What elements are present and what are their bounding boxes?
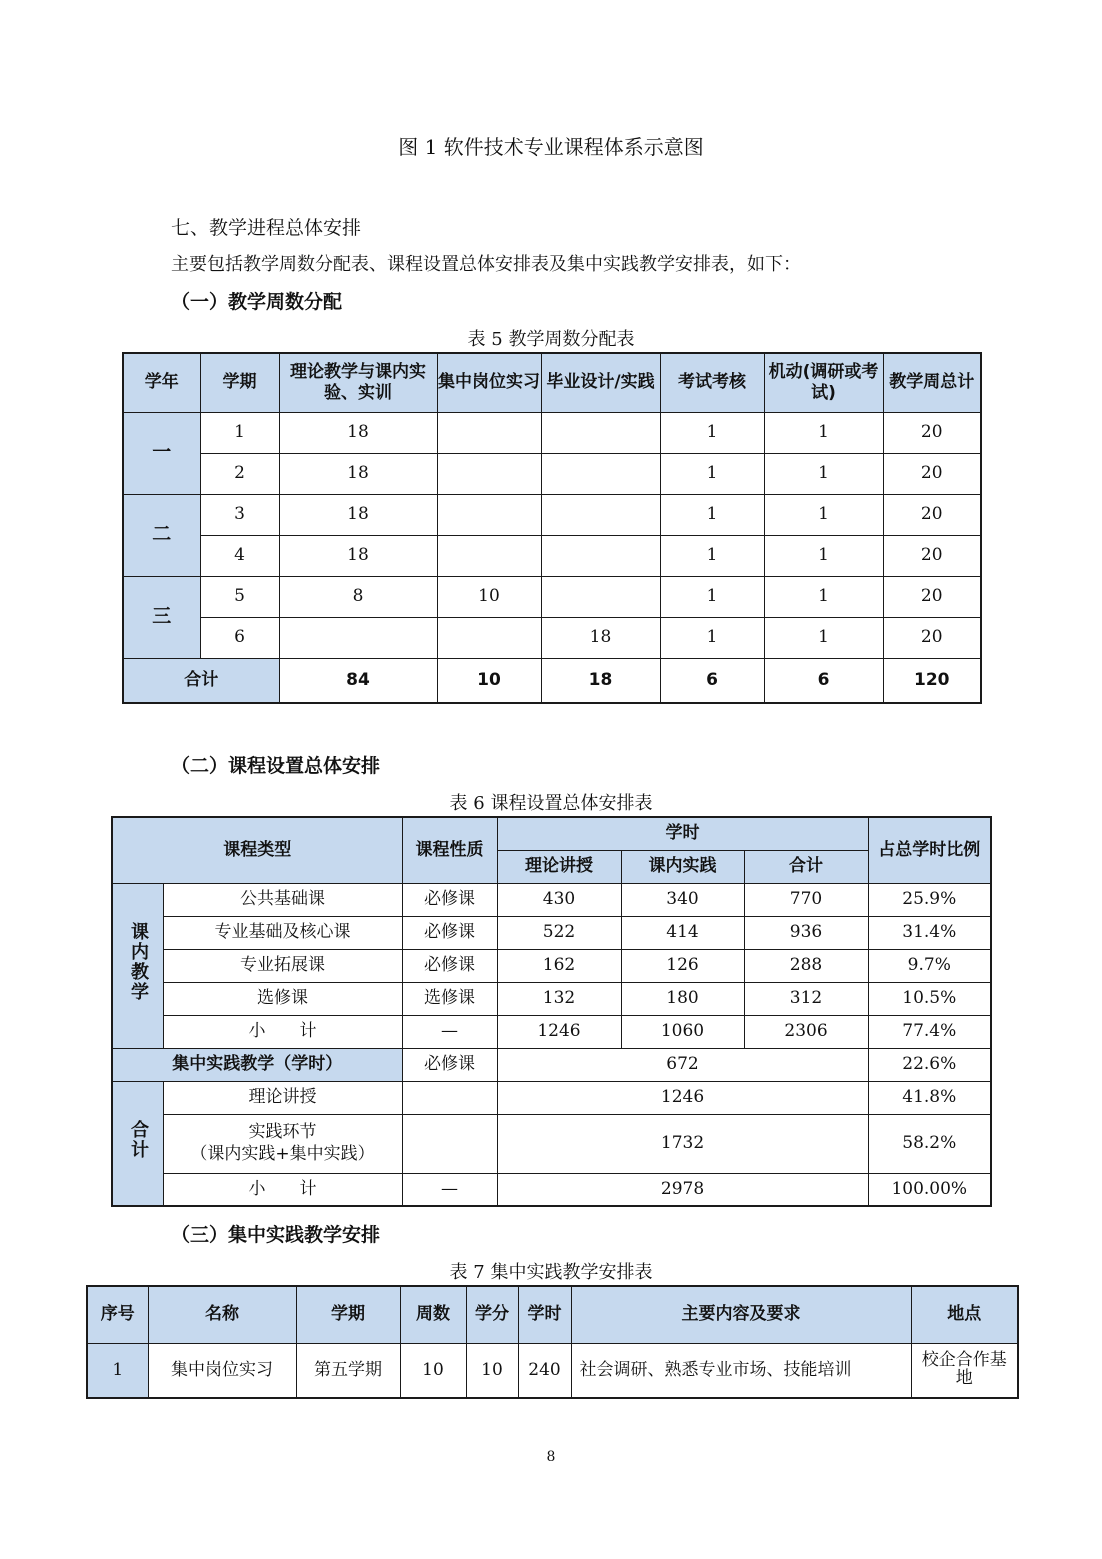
figure-caption: 图 1 软件技术专业课程体系示意图 [398, 135, 704, 159]
total-label: 合计 [123, 658, 279, 703]
table-cell: 集中岗位实习 [148, 1343, 296, 1398]
table-cell: — [402, 1173, 497, 1206]
table-row [123, 576, 981, 617]
header-cell: 学时 [497, 817, 868, 850]
table-cell: 20 [883, 412, 981, 453]
group-label: 课内教学 [128, 922, 149, 1003]
table-cell: 1 [764, 494, 883, 535]
table-cell: 选修课 [402, 982, 497, 1015]
header-cell: 名称 [148, 1286, 296, 1343]
header-cell: 机动(调研或考试) [764, 353, 883, 412]
intro-paragraph: 主要包括教学周数分配表、课程设置总体安排表及集中实践教学安排表，如下： [171, 254, 801, 275]
teaching-weeks-table [122, 352, 982, 704]
table6-caption: 表 6 课程设置总体安排表 [449, 793, 653, 814]
table-cell: 5 [200, 576, 279, 617]
group-cell [112, 1081, 163, 1206]
concentrated-label: 集中实践教学（学时） [112, 1048, 402, 1081]
table-row [112, 1114, 991, 1173]
table-cell: 77.4% [868, 1015, 991, 1048]
header-cell: 学分 [466, 1286, 518, 1343]
table-row [112, 916, 991, 949]
section-heading: 七、教学进程总体安排 [171, 217, 362, 239]
table-cell [437, 412, 541, 453]
table-cell: 58.2% [868, 1114, 991, 1173]
table-cell: 校企合作基地 [911, 1343, 1018, 1398]
table-cell: 1732 [497, 1114, 868, 1173]
table-cell: 288 [744, 949, 868, 982]
table-row [87, 1343, 1018, 1398]
header-cell: 理论教学与课内实验、实训 [279, 353, 437, 412]
total-cell: 10 [437, 658, 541, 703]
group-label: 合计 [128, 1120, 149, 1161]
table-cell: 162 [497, 949, 621, 982]
table-cell: 1246 [497, 1081, 868, 1114]
table-cell: 20 [883, 576, 981, 617]
table-cell [402, 1114, 497, 1173]
table-cell: 18 [279, 494, 437, 535]
table-cell: 1 [660, 576, 764, 617]
table-cell: 专业基础及核心课 [163, 916, 402, 949]
table-cell: 2978 [497, 1173, 868, 1206]
table-cell: 2306 [744, 1015, 868, 1048]
table-cell: 1 [660, 412, 764, 453]
table-row [123, 617, 981, 658]
table-cell: 公共基础课 [163, 883, 402, 916]
table5-caption: 表 5 教学周数分配表 [467, 329, 635, 350]
table-row [112, 949, 991, 982]
year-cell: 二 [123, 494, 200, 576]
table-row [112, 1081, 991, 1114]
table-cell [437, 453, 541, 494]
table-cell: 414 [621, 916, 744, 949]
total-cell: 84 [279, 658, 437, 703]
table-cell: 1 [660, 494, 764, 535]
concentrated-practice-row [112, 1048, 991, 1081]
header-cell: 序号 [87, 1286, 148, 1343]
header-cell: 课内实践 [621, 850, 744, 883]
header-cell: 毕业设计/实践 [541, 353, 660, 412]
table-cell: 770 [744, 883, 868, 916]
table-cell: 1 [764, 617, 883, 658]
table-cell: 1 [764, 412, 883, 453]
table-cell: 20 [883, 617, 981, 658]
table-row [112, 982, 991, 1015]
table-cell [541, 412, 660, 453]
table-cell: 132 [497, 982, 621, 1015]
table-cell [541, 494, 660, 535]
table-cell: 18 [541, 617, 660, 658]
header-cell: 理论讲授 [497, 850, 621, 883]
table-row [123, 453, 981, 494]
table-cell [402, 1081, 497, 1114]
total-cell: 6 [660, 658, 764, 703]
header-cell: 学期 [296, 1286, 400, 1343]
table-cell: 必修课 [402, 949, 497, 982]
table-cell: 10.5% [868, 982, 991, 1015]
table7-caption: 表 7 集中实践教学安排表 [449, 1262, 653, 1283]
header-cell: 集中岗位实习 [437, 353, 541, 412]
year-cell: 三 [123, 576, 200, 658]
table-cell: 1 [660, 453, 764, 494]
table-cell: 18 [279, 453, 437, 494]
table-cell: 10 [400, 1343, 466, 1398]
header-cell: 课程类型 [112, 817, 402, 883]
table-row [123, 494, 981, 535]
table-cell: 522 [497, 916, 621, 949]
table-cell: — [402, 1015, 497, 1048]
header-cell: 学期 [200, 353, 279, 412]
part3-heading: （三）集中实践教学安排 [171, 1224, 381, 1246]
total-cell: 18 [541, 658, 660, 703]
table-cell: 31.4% [868, 916, 991, 949]
table-cell: 1246 [497, 1015, 621, 1048]
table-cell: 22.6% [868, 1048, 991, 1081]
table-cell: 小 计 [163, 1015, 402, 1048]
table-cell: 18 [279, 535, 437, 576]
table-cell: 1060 [621, 1015, 744, 1048]
header-cell: 合计 [744, 850, 868, 883]
table-row [123, 535, 981, 576]
table-cell [541, 535, 660, 576]
header-cell: 课程性质 [402, 817, 497, 883]
table-cell: 1 [660, 535, 764, 576]
table-row [112, 1173, 991, 1206]
table-cell: 必修课 [402, 883, 497, 916]
table-cell: 20 [883, 494, 981, 535]
total-cell: 6 [764, 658, 883, 703]
subtotal-row [112, 1015, 991, 1048]
table-cell: 1 [764, 535, 883, 576]
table-header-row [123, 353, 981, 412]
table-cell: 180 [621, 982, 744, 1015]
table-cell: 必修课 [402, 916, 497, 949]
table-cell: 必修课 [402, 1048, 497, 1081]
header-cell: 周数 [400, 1286, 466, 1343]
table-row [112, 883, 991, 916]
table-cell [541, 453, 660, 494]
table-cell: 10 [437, 576, 541, 617]
table-cell: 4 [200, 535, 279, 576]
table-cell: 选修课 [163, 982, 402, 1015]
concentrated-practice-table [86, 1285, 1019, 1399]
header-cell: 主要内容及要求 [571, 1286, 911, 1343]
total-row [123, 658, 981, 703]
table-cell: 100.00% [868, 1173, 991, 1206]
table-cell: 126 [621, 949, 744, 982]
header-cell: 占总学时比例 [868, 817, 991, 883]
header-cell: 教学周总计 [883, 353, 981, 412]
table-cell: 1 [764, 453, 883, 494]
row-number-cell: 1 [87, 1343, 148, 1398]
table-cell: 社会调研、熟悉专业市场、技能培训 [571, 1343, 911, 1398]
total-cell: 120 [883, 658, 981, 703]
header-cell: 考试考核 [660, 353, 764, 412]
part2-heading: （二）课程设置总体安排 [171, 755, 381, 777]
table-cell: 3 [200, 494, 279, 535]
practice-label: 实践环节 [248, 1122, 317, 1143]
table-cell: 240 [518, 1343, 571, 1398]
header-cell: 学时 [518, 1286, 571, 1343]
table-header-row [87, 1286, 1018, 1343]
table-cell: 20 [883, 453, 981, 494]
table-cell: 10 [466, 1343, 518, 1398]
table-cell: 1 [764, 576, 883, 617]
group-cell [112, 883, 163, 1048]
table-cell: 2 [200, 453, 279, 494]
table-cell: 340 [621, 883, 744, 916]
table-cell: 20 [883, 535, 981, 576]
table-row [123, 412, 981, 453]
table-cell: 18 [279, 412, 437, 453]
table-cell [437, 535, 541, 576]
table-cell: 41.8% [868, 1081, 991, 1114]
year-cell: 一 [123, 412, 200, 494]
table-cell: 9.7% [868, 949, 991, 982]
table-cell: 936 [744, 916, 868, 949]
header-cell: 地点 [911, 1286, 1018, 1343]
table-cell: 第五学期 [296, 1343, 400, 1398]
table-cell: 理论讲授 [163, 1081, 402, 1114]
header-cell: 学年 [123, 353, 200, 412]
table-cell [437, 494, 541, 535]
table-cell: 6 [200, 617, 279, 658]
table-cell: 672 [497, 1048, 868, 1081]
table-cell: 312 [744, 982, 868, 1015]
table-cell: 1 [660, 617, 764, 658]
page-number: 8 [546, 1449, 556, 1465]
table-cell: 430 [497, 883, 621, 916]
table-cell: 8 [279, 576, 437, 617]
table-cell: 1 [200, 412, 279, 453]
table-cell [541, 576, 660, 617]
table-cell: 小 计 [163, 1173, 402, 1206]
table-cell [163, 1114, 402, 1173]
part1-heading: （一）教学周数分配 [171, 291, 343, 313]
table-cell: 专业拓展课 [163, 949, 402, 982]
practice-sublabel: （课内实践+集中实践） [190, 1143, 375, 1164]
course-arrangement-table [111, 816, 992, 1207]
table-cell: 25.9% [868, 883, 991, 916]
table-cell [437, 617, 541, 658]
table-cell [279, 617, 437, 658]
table-header-row [112, 817, 991, 850]
